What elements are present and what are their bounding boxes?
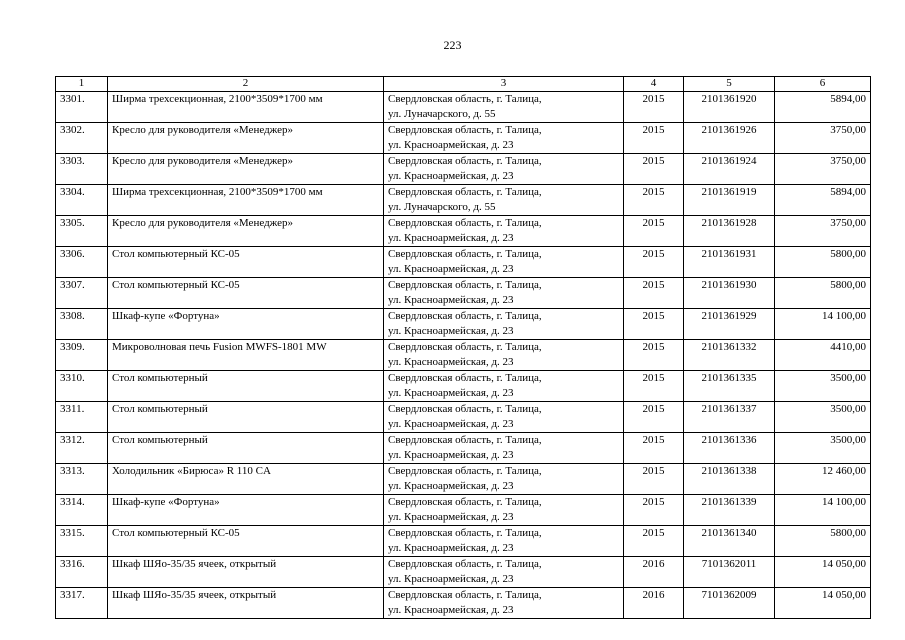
row-number: 3315. (56, 526, 108, 557)
item-name: Кресло для руководителя «Менеджер» (108, 216, 384, 247)
item-address (384, 433, 624, 464)
address-line-2: ул. Красноармейская, д. 23 (388, 263, 514, 275)
column-header-6: 6 (775, 77, 871, 92)
item-cost: 14 100,00 (775, 495, 871, 526)
table-row (56, 185, 871, 216)
item-cost: 3750,00 (775, 154, 871, 185)
page-number: 223 (443, 38, 462, 52)
item-name: Холодильник «Бирюса» R 110 CA (108, 464, 384, 495)
item-address (384, 92, 624, 123)
inventory-number: 2101361926 (684, 123, 775, 154)
item-year: 2015 (624, 464, 684, 495)
row-number: 3317. (56, 588, 108, 619)
address-line-1: Свердловская область, г. Талица, (388, 217, 542, 229)
item-address (384, 495, 624, 526)
address-line-2: ул. Луначарского, д. 55 (388, 201, 496, 213)
item-name: Стол компьютерный (108, 402, 384, 433)
address-line-1: Свердловская область, г. Талица, (388, 248, 542, 260)
address-line-2: ул. Красноармейская, д. 23 (388, 604, 514, 616)
registry-body (56, 92, 871, 619)
address-line-2: ул. Красноармейская, д. 23 (388, 480, 514, 492)
row-number: 3305. (56, 216, 108, 247)
address-line-1: Свердловская область, г. Талица, (388, 155, 542, 167)
inventory-number: 2101361930 (684, 278, 775, 309)
address-line-2: ул. Красноармейская, д. 23 (388, 139, 514, 151)
item-name: Шкаф-купе «Фортуна» (108, 309, 384, 340)
item-name: Кресло для руководителя «Менеджер» (108, 154, 384, 185)
item-address (384, 557, 624, 588)
item-address (384, 309, 624, 340)
address-line-1: Свердловская область, г. Талица, (388, 589, 542, 601)
address-line-1: Свердловская область, г. Талица, (388, 93, 542, 105)
row-number: 3302. (56, 123, 108, 154)
table-row (56, 92, 871, 123)
inventory-number: 2101361928 (684, 216, 775, 247)
address-line-1: Свердловская область, г. Талица, (388, 341, 542, 353)
table-row (56, 433, 871, 464)
item-name: Ширма трехсекционная, 2100*3509*1700 мм (108, 185, 384, 216)
item-address (384, 154, 624, 185)
item-cost: 3750,00 (775, 216, 871, 247)
item-year: 2015 (624, 371, 684, 402)
item-year: 2015 (624, 216, 684, 247)
address-line-1: Свердловская область, г. Талица, (388, 403, 542, 415)
item-cost: 5800,00 (775, 278, 871, 309)
item-year: 2015 (624, 526, 684, 557)
address-line-2: ул. Красноармейская, д. 23 (388, 573, 514, 585)
row-number: 3307. (56, 278, 108, 309)
table-row (56, 588, 871, 619)
item-year: 2015 (624, 123, 684, 154)
item-cost: 5800,00 (775, 526, 871, 557)
item-name: Шкаф ШЯо-35/35 ячеек, открытый (108, 557, 384, 588)
row-number: 3310. (56, 371, 108, 402)
row-number: 3304. (56, 185, 108, 216)
address-line-2: ул. Луначарского, д. 55 (388, 108, 496, 120)
address-line-2: ул. Красноармейская, д. 23 (388, 232, 514, 244)
column-header-3: 3 (384, 77, 624, 92)
address-line-2: ул. Красноармейская, д. 23 (388, 356, 514, 368)
item-cost: 14 050,00 (775, 557, 871, 588)
address-line-1: Свердловская область, г. Талица, (388, 124, 542, 136)
address-line-1: Свердловская область, г. Талица, (388, 527, 542, 539)
item-year: 2015 (624, 278, 684, 309)
row-number: 3306. (56, 247, 108, 278)
table-row (56, 340, 871, 371)
address-line-2: ул. Красноармейская, д. 23 (388, 387, 514, 399)
row-number: 3303. (56, 154, 108, 185)
address-line-2: ул. Красноармейская, д. 23 (388, 294, 514, 306)
item-year: 2015 (624, 247, 684, 278)
column-header-5: 5 (684, 77, 775, 92)
inventory-number: 2101361332 (684, 340, 775, 371)
item-address (384, 123, 624, 154)
address-line-1: Свердловская область, г. Талица, (388, 434, 542, 446)
item-cost: 14 050,00 (775, 588, 871, 619)
inventory-number: 2101361337 (684, 402, 775, 433)
column-header-2: 2 (108, 77, 384, 92)
item-year: 2015 (624, 309, 684, 340)
row-number: 3314. (56, 495, 108, 526)
item-name: Ширма трехсекционная, 2100*3509*1700 мм (108, 92, 384, 123)
address-line-2: ул. Красноармейская, д. 23 (388, 449, 514, 461)
property-registry-table (55, 76, 871, 619)
address-line-2: ул. Красноармейская, д. 23 (388, 511, 514, 523)
item-year: 2015 (624, 185, 684, 216)
item-name: Стол компьютерный КС-05 (108, 526, 384, 557)
table-row (56, 123, 871, 154)
item-address (384, 247, 624, 278)
item-name: Стол компьютерный (108, 371, 384, 402)
inventory-number: 2101361929 (684, 309, 775, 340)
item-name: Стол компьютерный (108, 433, 384, 464)
row-number: 3311. (56, 402, 108, 433)
row-number: 3312. (56, 433, 108, 464)
inventory-number: 2101361338 (684, 464, 775, 495)
item-address (384, 278, 624, 309)
item-cost: 5894,00 (775, 185, 871, 216)
row-number: 3308. (56, 309, 108, 340)
address-line-1: Свердловская область, г. Талица, (388, 372, 542, 384)
inventory-number: 2101361924 (684, 154, 775, 185)
table-row (56, 557, 871, 588)
item-year: 2015 (624, 402, 684, 433)
inventory-number: 2101361336 (684, 433, 775, 464)
item-address (384, 216, 624, 247)
item-year: 2015 (624, 433, 684, 464)
item-name: Шкаф ШЯо-35/35 ячеек, открытый (108, 588, 384, 619)
item-name: Стол компьютерный КС-05 (108, 247, 384, 278)
address-line-1: Свердловская область, г. Талица, (388, 279, 542, 291)
item-cost: 3500,00 (775, 371, 871, 402)
table-row (56, 247, 871, 278)
inventory-number: 7101362011 (684, 557, 775, 588)
item-year: 2015 (624, 340, 684, 371)
item-address (384, 464, 624, 495)
item-address (384, 185, 624, 216)
address-line-1: Свердловская область, г. Талица, (388, 465, 542, 477)
row-number: 3301. (56, 92, 108, 123)
item-name: Кресло для руководителя «Менеджер» (108, 123, 384, 154)
address-line-2: ул. Красноармейская, д. 23 (388, 418, 514, 430)
item-cost: 5894,00 (775, 92, 871, 123)
address-line-1: Свердловская область, г. Талица, (388, 496, 542, 508)
address-line-1: Свердловская область, г. Талица, (388, 186, 542, 198)
item-year: 2015 (624, 154, 684, 185)
row-number: 3316. (56, 557, 108, 588)
inventory-number: 2101361931 (684, 247, 775, 278)
column-header-4: 4 (624, 77, 684, 92)
address-line-2: ул. Красноармейская, д. 23 (388, 170, 514, 182)
table-row (56, 371, 871, 402)
table-row (56, 309, 871, 340)
inventory-number: 2101361340 (684, 526, 775, 557)
address-line-2: ул. Красноармейская, д. 23 (388, 325, 514, 337)
address-line-2: ул. Красноармейская, д. 23 (388, 542, 514, 554)
table-row (56, 216, 871, 247)
column-header-1: 1 (56, 77, 108, 92)
inventory-number: 2101361339 (684, 495, 775, 526)
table-row (56, 402, 871, 433)
item-address (384, 588, 624, 619)
item-address (384, 371, 624, 402)
item-year: 2016 (624, 557, 684, 588)
inventory-number: 2101361919 (684, 185, 775, 216)
table-row (56, 154, 871, 185)
item-year: 2015 (624, 495, 684, 526)
inventory-number: 2101361920 (684, 92, 775, 123)
column-number-row (56, 77, 871, 92)
item-name: Микроволновая печь Fusion MWFS-1801 MW (108, 340, 384, 371)
row-number: 3309. (56, 340, 108, 371)
item-address (384, 526, 624, 557)
item-year: 2015 (624, 92, 684, 123)
item-name: Шкаф-купе «Фортуна» (108, 495, 384, 526)
table-row (56, 526, 871, 557)
inventory-number: 2101361335 (684, 371, 775, 402)
item-cost: 3750,00 (775, 123, 871, 154)
item-cost: 12 460,00 (775, 464, 871, 495)
row-number: 3313. (56, 464, 108, 495)
item-name: Стол компьютерный КС-05 (108, 278, 384, 309)
address-line-1: Свердловская область, г. Талица, (388, 558, 542, 570)
item-cost: 14 100,00 (775, 309, 871, 340)
item-address (384, 340, 624, 371)
item-year: 2016 (624, 588, 684, 619)
table-row (56, 278, 871, 309)
item-cost: 5800,00 (775, 247, 871, 278)
item-address (384, 402, 624, 433)
inventory-number: 7101362009 (684, 588, 775, 619)
address-line-1: Свердловская область, г. Талица, (388, 310, 542, 322)
item-cost: 3500,00 (775, 402, 871, 433)
table-row (56, 495, 871, 526)
item-cost: 3500,00 (775, 433, 871, 464)
item-cost: 4410,00 (775, 340, 871, 371)
table-row (56, 464, 871, 495)
